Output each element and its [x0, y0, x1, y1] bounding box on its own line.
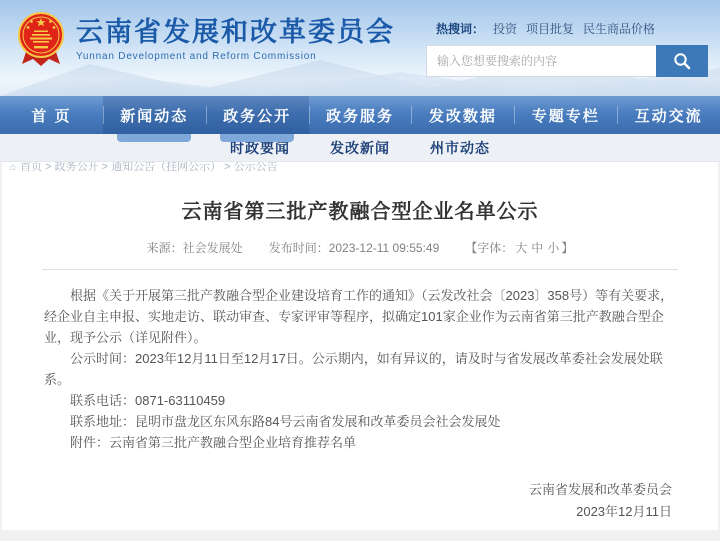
- font-size-label-end: 】: [561, 241, 574, 255]
- search-button[interactable]: [656, 45, 708, 77]
- nav-item-home[interactable]: 首 页: [31, 107, 72, 125]
- nav-item-gov-services[interactable]: 政务服务: [309, 96, 412, 134]
- hot-search-term-2[interactable]: 项目批复: [526, 22, 575, 36]
- search-bar: [426, 45, 708, 77]
- article-paragraph: 联系电话：0871-63110459: [70, 393, 226, 408]
- font-size-label-start: 【字体：: [465, 241, 514, 255]
- attachment-label: 附件：: [70, 435, 110, 450]
- publish-time-label: 发布时间：: [268, 241, 329, 255]
- article-paragraph: 公示时间：2023年12月11日至12月17日。公示期内，如有异议的，请及时与省发展改革委社会发展处联系。: [44, 351, 663, 387]
- source-value: 社会发展处: [182, 241, 243, 255]
- article-container: [2, 162, 718, 530]
- hot-search-row: [426, 20, 714, 37]
- home-icon: ⌂: [10, 162, 17, 173]
- article-signature: [2, 479, 718, 523]
- national-emblem-logo: [16, 9, 66, 69]
- sub-navigation: [0, 134, 720, 162]
- article-meta: [2, 239, 718, 256]
- font-size-small-button[interactable]: 小: [547, 241, 560, 255]
- footer-strip: [0, 530, 720, 541]
- magnifier-icon: [673, 52, 691, 70]
- publish-time-value: 2023-12-11 09:55:49: [328, 241, 440, 255]
- search-input[interactable]: [426, 45, 656, 77]
- breadcrumb-text: ⌂ 首页 > 政务公开 > 通知公告（挂网公示） > 公示公告: [10, 162, 278, 173]
- article-title: 云南省第三批产教融合型企业名单公示: [181, 201, 539, 223]
- nav-item-interaction[interactable]: 互动交流: [617, 96, 720, 134]
- search-area: [426, 20, 714, 77]
- signature-org: 云南省发展和改革委员会: [528, 482, 672, 497]
- submenu-item-prefecture-news[interactable]: 州市动态: [430, 141, 490, 157]
- nav-item-ndrc-data[interactable]: 发改数据: [411, 96, 514, 134]
- signature-date: 2023年12月11日: [576, 504, 672, 519]
- nav-item-news[interactable]: 新闻动态: [103, 96, 206, 134]
- hot-search-term-1[interactable]: 投资: [493, 22, 518, 36]
- main-navigation: [0, 96, 720, 134]
- submenu-item-politics-news[interactable]: 时政要闻: [230, 141, 290, 157]
- article-paragraph: 根据《关于开展第三批产教融合型企业建设培育工作的通知》（云发改社会〔2023〕358号）等有关要求，经企业自主申报、实地走访、联动审查、专家评审等程序，拟确定101家企业作为云南省第三批产教融合型企业，现予公示（详见附件）。: [44, 288, 674, 345]
- site-identity: [76, 17, 395, 62]
- site-title: 云南省发展和改革委员会: [76, 17, 395, 47]
- site-subtitle: Yunnan Development and Reform Commission: [76, 51, 317, 62]
- submenu-item-ndrc-news[interactable]: 发改新闻: [330, 141, 390, 157]
- site-banner: [0, 0, 720, 96]
- nav-item-special-topics[interactable]: 专题专栏: [514, 96, 617, 134]
- hot-search-label: 热搜词：: [436, 22, 485, 36]
- attachment-line: [44, 432, 676, 453]
- breadcrumb[interactable]: [2, 162, 718, 173]
- source-label: 来源：: [146, 241, 183, 255]
- nav-item-gov-affairs[interactable]: 政务公开: [206, 96, 309, 134]
- hot-search-term-3[interactable]: 民生商品价格: [583, 22, 656, 36]
- article-body: [2, 270, 718, 453]
- font-size-medium-button[interactable]: 中: [531, 241, 544, 255]
- article-paragraph: 联系地址：昆明市盘龙区东风东路84号云南省发展和改革委员会社会发展处: [70, 414, 501, 429]
- font-size-large-button[interactable]: 大: [515, 241, 528, 255]
- attachment-link[interactable]: 云南省第三批产教融合型企业培育推荐名单: [109, 435, 357, 450]
